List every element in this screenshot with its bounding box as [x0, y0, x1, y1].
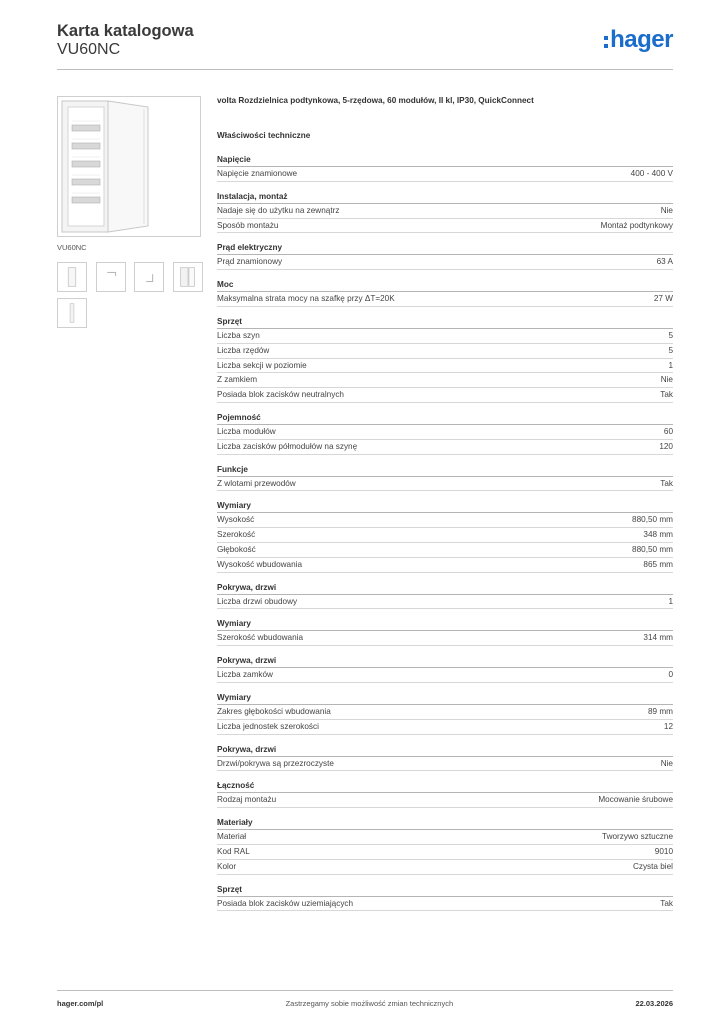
property-row	[217, 373, 673, 388]
property-row	[217, 513, 673, 528]
property-value: 27 W	[653, 294, 673, 304]
property-label: Napięcie znamionowe	[217, 169, 298, 178]
property-group	[217, 816, 673, 874]
logo-text: hager	[610, 26, 673, 53]
property-value: Tak	[660, 898, 673, 908]
property-label: Rodzaj montażu	[217, 795, 277, 805]
property-row	[217, 705, 673, 720]
property-row	[217, 631, 673, 646]
group-title: Pojemność	[217, 411, 673, 425]
property-row	[217, 543, 673, 558]
thumbnail-open[interactable]	[173, 262, 203, 292]
property-group	[217, 499, 673, 572]
property-row	[217, 388, 673, 403]
footer-disclaimer: Zastrzegamy sobie możliwość zmian technicznych	[285, 999, 454, 1008]
thumbnail-front-icon	[58, 263, 86, 291]
property-value: 0	[668, 670, 673, 680]
property-value: 5	[668, 330, 673, 340]
property-value: 880,50 mm	[632, 515, 673, 525]
property-row	[217, 830, 673, 845]
property-value: 348 mm	[643, 530, 673, 540]
property-row	[217, 845, 673, 860]
property-label: Posiada blok zacisków uziemiających	[217, 898, 354, 908]
property-value: 120	[659, 441, 673, 451]
group-title: Sprzęt	[217, 315, 673, 329]
property-group	[217, 617, 673, 646]
property-row	[217, 359, 673, 374]
property-group	[217, 241, 673, 270]
property-label: Liczba drzwi obudowy	[217, 596, 298, 606]
footer-date: 22.03.2026	[635, 999, 673, 1008]
property-row	[217, 793, 673, 808]
group-title: Prąd elektryczny	[217, 241, 673, 255]
logo-dots-icon	[604, 36, 608, 48]
property-value: 1	[668, 596, 673, 606]
thumbnail-side-icon	[97, 263, 125, 291]
thumbnail-top-icon	[135, 263, 163, 291]
property-label: Nadaje się do użytku na zewnątrz	[217, 205, 340, 215]
page-footer	[57, 990, 673, 1008]
property-label: Szerokość wbudowania	[217, 633, 304, 643]
property-value: 89 mm	[647, 706, 673, 716]
property-group	[217, 190, 673, 234]
property-row	[217, 292, 673, 307]
property-row	[217, 167, 673, 182]
property-groups	[217, 153, 673, 911]
property-row	[217, 219, 673, 234]
property-row	[217, 255, 673, 270]
property-group	[217, 883, 673, 912]
property-value: 63 A	[656, 257, 673, 267]
property-value: 314 mm	[643, 633, 673, 643]
property-label: Kolor	[217, 861, 237, 871]
property-row	[217, 425, 673, 440]
group-title: Wymiary	[217, 617, 673, 631]
property-value: Mocowanie śrubowe	[598, 795, 673, 805]
group-title: Sprzęt	[217, 883, 673, 897]
property-group	[217, 153, 673, 182]
property-value: Nie	[660, 375, 673, 385]
group-title: Wymiary	[217, 499, 673, 513]
group-title: Napięcie	[217, 153, 673, 167]
property-group	[217, 463, 673, 492]
property-value: Nie	[660, 758, 673, 768]
property-label: Szerokość	[217, 530, 256, 540]
property-row	[217, 477, 673, 492]
property-value: 12	[663, 721, 673, 731]
property-label: Posiada blok zacisków neutralnych	[217, 390, 344, 400]
property-value: 9010	[654, 846, 673, 856]
property-row	[217, 860, 673, 875]
group-title: Pokrywa, drzwi	[217, 743, 673, 757]
property-group	[217, 691, 673, 735]
property-value: 60	[663, 426, 673, 436]
footer-website-link[interactable]: hager.com/pl	[57, 999, 104, 1008]
product-specification	[217, 95, 673, 919]
property-value: Czysta biel	[632, 861, 673, 871]
property-row	[217, 720, 673, 735]
property-row	[217, 329, 673, 344]
property-row	[217, 558, 673, 573]
property-label: Liczba modułów	[217, 426, 276, 436]
property-label: Liczba sekcji w poziomie	[217, 360, 307, 370]
property-group	[217, 654, 673, 683]
thumbnail-side[interactable]	[96, 262, 126, 292]
property-label: Liczba zacisków półmodułów na szynę	[217, 441, 358, 451]
thumbnail-detail-icon	[58, 299, 86, 327]
group-title: Pokrywa, drzwi	[217, 654, 673, 668]
thumbnail-open-icon	[174, 263, 202, 291]
property-label: Materiał	[217, 832, 247, 842]
group-title: Łączność	[217, 779, 673, 793]
property-label: Sposób montażu	[217, 220, 279, 230]
property-value: 5	[668, 345, 673, 355]
property-value: 1	[668, 360, 673, 370]
property-label: Liczba szyn	[217, 330, 260, 340]
property-row	[217, 897, 673, 912]
property-label: Liczba zamków	[217, 670, 273, 680]
property-row	[217, 595, 673, 610]
product-code: VU60NC	[57, 41, 121, 58]
property-label: Drzwi/pokrywa są przezroczyste	[217, 758, 334, 768]
property-value: 880,50 mm	[632, 544, 673, 554]
property-row	[217, 344, 673, 359]
property-label: Maksymalna strata mocy na szafkę przy ΔT=20K	[217, 294, 395, 304]
hager-logo	[604, 27, 673, 53]
property-value: Nie	[660, 205, 673, 215]
property-label: Wysokość	[217, 515, 255, 525]
property-value: Tak	[660, 478, 673, 488]
image-caption: VU60NC	[57, 243, 87, 252]
group-title: Materiały	[217, 816, 673, 830]
property-group	[217, 315, 673, 403]
product-main-image[interactable]	[57, 96, 201, 237]
group-title: Moc	[217, 278, 673, 292]
group-title: Pokrywa, drzwi	[217, 581, 673, 595]
property-group	[217, 411, 673, 455]
product-description: volta Rozdzielnica podtynkowa, 5-rzędowa, 60 modułów, II kl, IP30, QuickConnect	[217, 96, 534, 105]
group-title: Wymiary	[217, 691, 673, 705]
group-title: Funkcje	[217, 463, 673, 477]
document-title: Karta katalogowa	[57, 22, 194, 40]
property-label: Z wlotami przewodów	[217, 478, 296, 488]
property-label: Głębokość	[217, 544, 256, 554]
property-label: Z zamkiem	[217, 375, 258, 385]
group-title: Instalacja, montaż	[217, 190, 673, 204]
thumbnail-top[interactable]	[134, 262, 164, 292]
property-value: Tworzywo sztuczne	[602, 832, 673, 842]
property-group	[217, 581, 673, 610]
property-row	[217, 668, 673, 683]
thumbnail-front[interactable]	[57, 262, 87, 292]
property-row	[217, 757, 673, 772]
property-value: 400 - 400 V	[630, 169, 673, 178]
page-header	[57, 22, 673, 70]
property-label: Kod RAL	[217, 846, 250, 856]
property-group	[217, 779, 673, 808]
property-label: Liczba jednostek szerokości	[217, 721, 319, 731]
property-value: Tak	[660, 390, 673, 400]
property-row	[217, 440, 673, 455]
property-value: Montaż podtynkowy	[600, 220, 673, 230]
property-row	[217, 528, 673, 543]
property-group	[217, 743, 673, 772]
property-label: Prąd znamionowy	[217, 257, 283, 267]
property-label: Liczba rzędów	[217, 345, 270, 355]
distribution-board-image	[58, 97, 200, 236]
property-label: Zakres głębokości wbudowania	[217, 706, 331, 716]
technical-properties-heading: Właściwości techniczne	[217, 131, 311, 140]
property-label: Wysokość wbudowania	[217, 559, 303, 569]
thumbnail-detail[interactable]	[57, 298, 87, 328]
property-value: 865 mm	[643, 559, 673, 569]
property-group	[217, 278, 673, 307]
property-row	[217, 204, 673, 219]
